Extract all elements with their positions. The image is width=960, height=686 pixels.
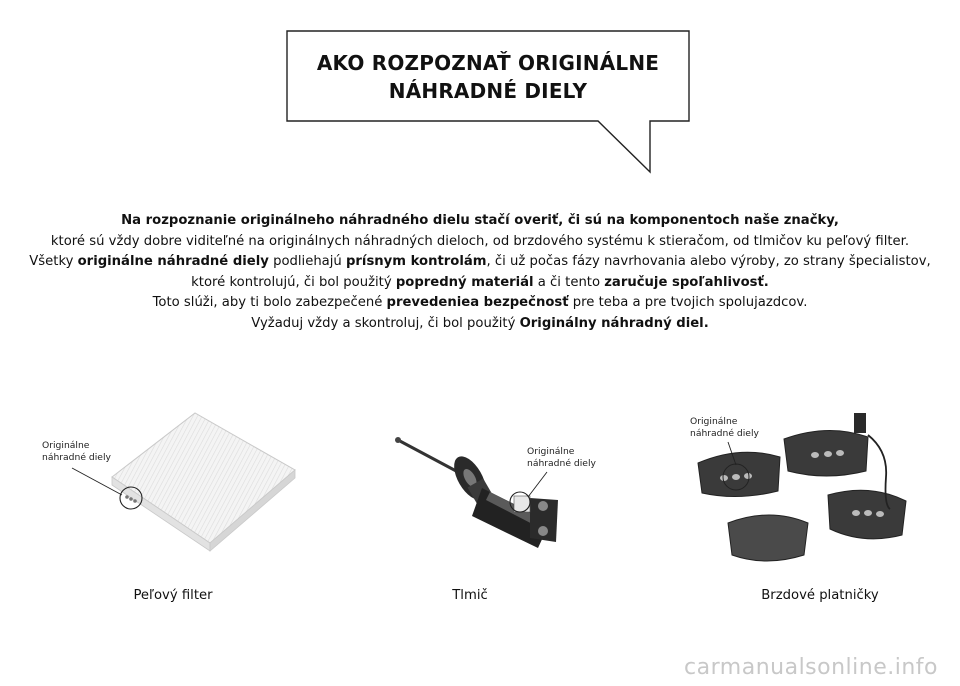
filter-caption: Peľový filter [133,588,213,603]
brake-pads-label-line1: Originálne [690,416,738,427]
intro-line-4-d: zaručuje spoľahlivosť. [604,274,769,290]
intro-line-1 [0,211,960,232]
intro-line-3-a: Všetky [29,254,78,270]
brake-pads-caption: Brzdové platničky [761,588,879,603]
intro-line-3 [0,252,960,273]
page-title-line2: NÁHRADNÉ DIELY [388,79,588,103]
intro-line-6-a: Vyžaduj vždy a skontroluj, či bol použitý [251,315,520,331]
intro-line-1-bold: Na rozpoznanie originálneho náhradného dielu stačí overiť, či sú na komponentoch naše značky, [121,213,839,228]
intro-text [0,211,960,335]
intro-line-5 [0,293,960,314]
watermark: carmanualsonline.info [684,655,938,680]
page-title-line1: AKO ROZPOZNAŤ ORIGINÁLNE [316,51,660,75]
intro-line-5-c: pre teba a pre tvojich spolujazdcov. [568,295,808,311]
intro-line-6-b: Originálny náhradný diel. [519,315,709,331]
shock-absorber-caption: Tlmič [452,588,488,603]
intro-line-3-e: , či už počas fázy navrhovania alebo výroby, zo strany špecialistov, [486,254,931,270]
intro-line-3-b: originálne náhradné diely [77,254,269,270]
intro-line-3-c: podliehajú [268,254,346,270]
intro-line-4 [0,273,960,294]
shock-absorber-label-line2: náhradné diely [527,458,596,469]
brake-pads-label-line2: náhradné diely [690,428,759,439]
intro-line-6 [0,314,960,335]
brake-pads-label [690,416,759,440]
intro-line-5-a: Toto slúži, aby ti bolo zabezpečené [152,295,387,311]
intro-line-3-d: prísnym kontrolám [345,254,487,270]
intro-line-2: ktoré sú vždy dobre viditeľné na originálnych náhradných dieloch, od brzdového systému k stieračom, od tlmičov ku peľový filter. [50,233,910,249]
intro-line-4-a: ktoré kontrolujú, či bol použitý [191,274,396,290]
cabin-filter-image [0,395,320,570]
shock-absorber-label-line1: Originálne [527,446,575,457]
intro-line-5-b: prevedeniea bezpečnosť [386,295,569,311]
intro-line-4-b: popredný materiál [395,274,534,290]
shock-absorber-label [527,446,596,470]
filter-label [42,440,111,464]
filter-label-line1: Originálne [42,440,90,451]
filter-label-line2: náhradné diely [42,452,111,463]
intro-line-4-c: a či tento [533,274,605,290]
